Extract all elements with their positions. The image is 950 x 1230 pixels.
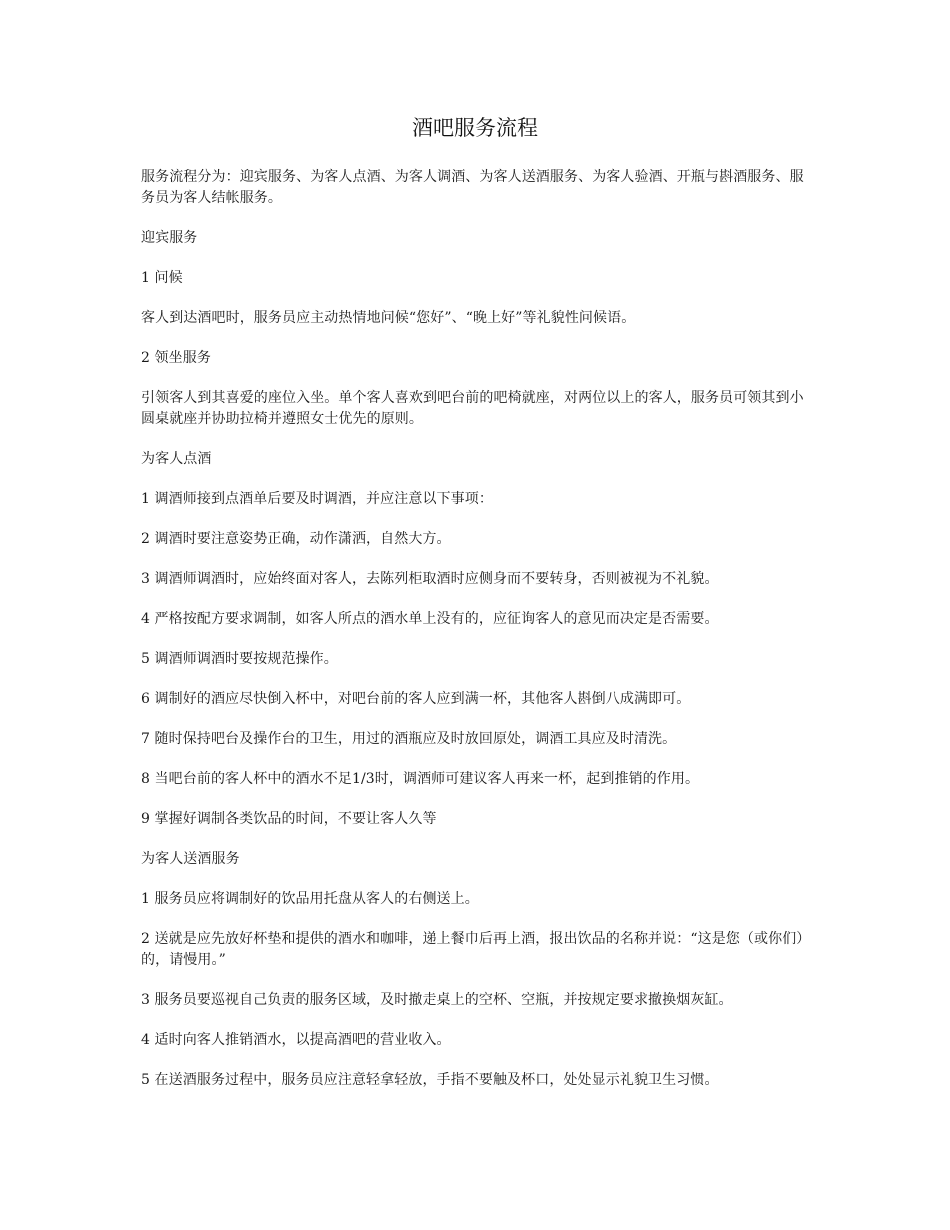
list-item: 1 调酒师接到点酒单后要及时调酒，并应注意以下事项： [141,491,493,507]
list-item: 5 在送酒服务过程中，服务员应注意轻拿轻放，手指不要触及杯口，处处显示礼貌卫生习惯。 [141,1072,719,1088]
paragraph: 引领客人到其喜爱的座位入坐。单个客人喜欢到吧台前的吧椅就座，对两位以上的客人，服务员可领其到小圆桌就座并协助拉椅并遵照女士优先的原则。 [141,390,804,427]
paragraph: 客人到达酒吧时，服务员应主动热情地问候“您好”、“晚上好”等礼貌性问候语。 [141,310,636,326]
list-item: 2 调酒时要注意姿势正确，动作潇洒，自然大方。 [141,531,451,547]
section-heading-welcome: 迎宾服务 [141,230,198,246]
document-body [141,167,813,1110]
list-item: 3 服务员要巡视自己负责的服务区域，及时撤走桌上的空杯、空瓶，并按规定要求撤换烟灰缸。 [141,992,733,1008]
list-item: 2 送就是应先放好杯垫和提供的酒水和咖啡，递上餐巾后再上酒，报出饮品的名称并说：“这是您（或你们）的，请慢用。” [141,931,811,968]
intro-paragraph: 服务流程分为：迎宾服务、为客人点酒、为客人调酒、为客人送酒服务、为客人验酒、开瓶与斟酒服务、服务员为客人结帐服务。 [141,169,804,206]
list-item: 4 适时向客人推销酒水，以提高酒吧的营业收入。 [141,1032,451,1048]
list-item: 9 掌握好调制各类饮品的时间，不要让客人久等 [141,811,437,827]
list-item: 8 当吧台前的客人杯中的酒水不足1/3时，调酒师可建议客人再来一杯，起到推销的作用。 [141,771,700,787]
list-item: 7 随时保持吧台及操作台的卫生，用过的酒瓶应及时放回原处，调酒工具应及时清洗。 [141,731,677,747]
list-item: 6 调制好的酒应尽快倒入杯中，对吧台前的客人应到满一杯，其他客人斟倒八成满即可。 [141,691,691,707]
list-item: 3 调酒师调酒时，应始终面对客人，去陈列柜取酒时应侧身而不要转身，否则被视为不礼貌。 [141,571,719,587]
document-title: 酒吧服务流程 [412,116,538,140]
list-item: 5 调酒师调酒时要按规范操作。 [141,651,338,667]
section-heading-ordering: 为客人点酒 [141,451,212,467]
list-item: 1 服务员应将调制好的饮品用托盘从客人的右侧送上。 [141,891,479,907]
list-item: 4 严格按配方要求调制，如客人所点的酒水单上没有的，应征询客人的意见而决定是否需要。 [141,611,719,627]
list-item: 2 领坐服务 [141,350,211,366]
section-heading-serving: 为客人送酒服务 [141,851,240,867]
list-item: 1 问候 [141,270,183,286]
